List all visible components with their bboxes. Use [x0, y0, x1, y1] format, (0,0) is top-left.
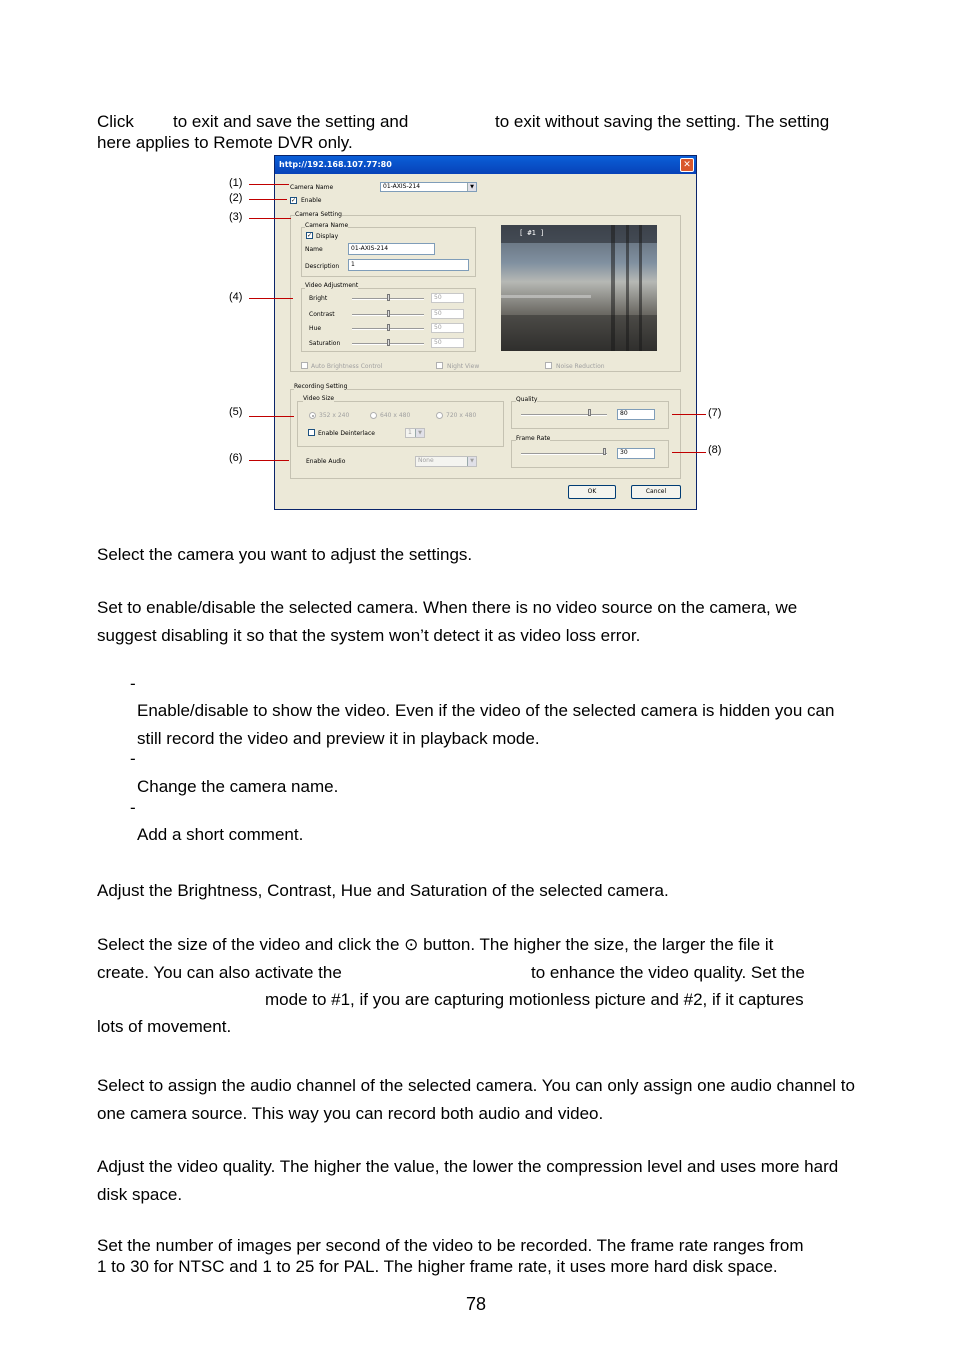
- paragraph-video-size-d: lots of movement.: [97, 1017, 232, 1036]
- size-352-radio[interactable]: [309, 412, 316, 419]
- quality-value[interactable]: 80: [617, 409, 655, 420]
- sub-name: Change the camera name.: [137, 777, 339, 796]
- paragraph-video-size-b1: create. You can also activate the: [97, 963, 342, 982]
- dash-3: -: [130, 798, 136, 817]
- bright-value: 50: [431, 293, 464, 303]
- callout-1: (1): [229, 177, 243, 189]
- paragraph-frame-rate-b: 1 to 30 for NTSC and 1 to 25 for PAL. The higher frame rate, it uses more hard disk space.: [97, 1257, 778, 1276]
- video-adjustment-title: Video Adjustment: [305, 282, 359, 289]
- camera-preview-image: [501, 225, 657, 351]
- callout-3-line: [249, 218, 291, 219]
- enable-checkbox[interactable]: ✓: [291, 197, 297, 204]
- callout-8-line: [672, 452, 706, 453]
- paragraph-video-adjustment: Adjust the Brightness, Contrast, Hue and Saturation of the selected camera.: [97, 881, 669, 900]
- contrast-label: Contrast: [309, 311, 335, 318]
- name-input[interactable]: 01-AXIS-214: [348, 243, 435, 255]
- auto-brightness-label: Auto Brightness Control: [311, 363, 383, 370]
- callout-5-line: [249, 416, 294, 417]
- contrast-slider-thumb[interactable]: [387, 310, 390, 317]
- deinterlace-checkbox[interactable]: [308, 429, 315, 436]
- callout-6: (6): [229, 452, 243, 464]
- close-icon[interactable]: ✕: [680, 158, 694, 172]
- callout-2: (2): [229, 192, 243, 204]
- camera-name-select[interactable]: [380, 182, 477, 192]
- quality-slider[interactable]: [521, 414, 607, 416]
- frame-rate-slider-thumb[interactable]: [603, 448, 606, 455]
- callout-4: (4): [229, 291, 243, 303]
- camera-name-label: Camera Name: [290, 184, 334, 191]
- callout-5: (5): [229, 406, 243, 418]
- sub-display: Enable/disable to show the video. Even if the video of the selected camera is hidden you can still record the video and preview it in playback mode.: [137, 701, 835, 748]
- ok-button[interactable]: OK: [568, 485, 616, 499]
- camera-settings-dialog: [274, 155, 697, 510]
- video-size-title: Video Size: [303, 395, 335, 402]
- paragraph-camera-name: Select the camera you want to adjust the settings.: [97, 545, 473, 564]
- preview-label: [ #1 ]: [519, 229, 545, 237]
- size-720-label: 720 x 480: [446, 412, 477, 419]
- paragraph-audio: Select to assign the audio channel of the selected camera. You can only assign one audio channel to one camera source. This way you can record both audio and video.: [97, 1076, 855, 1123]
- frame-rate-value[interactable]: 30: [617, 448, 655, 459]
- camera-name-value: 01-AXIS-214: [383, 183, 421, 190]
- frame-rate-slider[interactable]: [521, 453, 607, 455]
- intro-click: Click: [97, 112, 134, 131]
- quality-slider-thumb[interactable]: [588, 409, 591, 416]
- paragraph-video-size-c: mode to #1, if you are capturing motionless picture and #2, if it captures: [265, 990, 804, 1009]
- paragraph-enable: Set to enable/disable the selected camera. When there is no video source on the camera, we suggest disabling it so that the system won’t detect it as video loss error.: [97, 598, 798, 645]
- name-label: Name: [305, 246, 323, 253]
- night-view-label: Night View: [447, 363, 480, 370]
- chevron-down-icon: ▼: [467, 457, 476, 466]
- saturation-value: 50: [431, 338, 464, 348]
- enable-audio-label: Enable Audio: [306, 458, 346, 465]
- size-640-radio[interactable]: [370, 412, 377, 419]
- intro-line2: here applies to Remote DVR only.: [97, 133, 353, 152]
- camera-setting-title: Camera Setting: [295, 211, 342, 218]
- video-size-group: [297, 401, 504, 447]
- audio-select[interactable]: [415, 456, 477, 467]
- deinterlace-select[interactable]: [405, 428, 425, 438]
- callout-1-line: [249, 184, 289, 185]
- hue-value: 50: [431, 323, 464, 333]
- callout-4-line: [249, 298, 293, 299]
- chevron-down-icon: ▼: [415, 429, 424, 437]
- noise-reduction-checkbox[interactable]: [545, 362, 552, 369]
- enable-label: Enable: [301, 197, 322, 204]
- size-720-radio[interactable]: [436, 412, 443, 419]
- size-352-label: 352 x 240: [319, 412, 350, 419]
- contrast-value: 50: [431, 309, 464, 319]
- deinterlace-value: 1: [408, 429, 412, 436]
- recording-setting-title: Recording Setting: [294, 383, 348, 390]
- camera-name-group-title: Camera Name: [305, 222, 349, 229]
- callout-7: (7): [708, 407, 722, 419]
- display-checkbox[interactable]: ✓: [307, 232, 313, 239]
- auto-brightness-checkbox[interactable]: [301, 362, 308, 369]
- intro-exit-nosave: to exit without saving the setting. The setting: [495, 112, 830, 131]
- bright-label: Bright: [309, 295, 328, 302]
- description-label: Description: [305, 263, 340, 270]
- paragraph-frame-rate-a: Set the number of images per second of the video to be recorded. The frame rate ranges from: [97, 1236, 804, 1255]
- dialog-title: http://192.168.107.77:80: [275, 156, 696, 174]
- saturation-slider-thumb[interactable]: [387, 339, 390, 346]
- chevron-down-icon: ▼: [467, 183, 476, 191]
- sub-description: Add a short comment.: [137, 825, 304, 844]
- paragraph-video-size-a: Select the size of the video and click the ⊙ button. The higher the size, the larger the file it: [97, 935, 774, 954]
- paragraph-video-size-b2: to enhance the video quality. Set the: [531, 963, 805, 982]
- page-number: 78: [466, 1294, 487, 1314]
- cancel-button[interactable]: Cancel: [631, 485, 681, 499]
- paragraph-quality: Adjust the video quality. The higher the value, the lower the compression level and uses more hard disk space.: [97, 1157, 839, 1204]
- callout-8: (8): [708, 444, 722, 456]
- bright-slider-thumb[interactable]: [387, 294, 390, 301]
- display-label: Display: [316, 233, 339, 240]
- size-640-label: 640 x 480: [380, 412, 411, 419]
- night-view-checkbox[interactable]: [436, 362, 443, 369]
- dash-2: -: [130, 749, 136, 768]
- callout-2-line: [249, 199, 287, 200]
- hue-slider-thumb[interactable]: [387, 324, 390, 331]
- audio-value: None: [418, 457, 434, 464]
- intro-exit-save: to exit and save the setting and: [173, 112, 409, 131]
- callout-3: (3): [229, 211, 243, 223]
- hue-label: Hue: [309, 325, 322, 332]
- callout-7-line: [672, 414, 706, 415]
- frame-rate-title: Frame Rate: [516, 435, 551, 442]
- noise-reduction-label: Noise Reduction: [556, 363, 605, 370]
- dash-1: -: [130, 674, 136, 693]
- deinterlace-label: Enable Deinterlace: [318, 430, 375, 437]
- saturation-label: Saturation: [309, 340, 341, 347]
- callout-6-line: [249, 460, 289, 461]
- quality-title: Quality: [516, 396, 538, 403]
- description-input[interactable]: 1: [348, 259, 469, 271]
